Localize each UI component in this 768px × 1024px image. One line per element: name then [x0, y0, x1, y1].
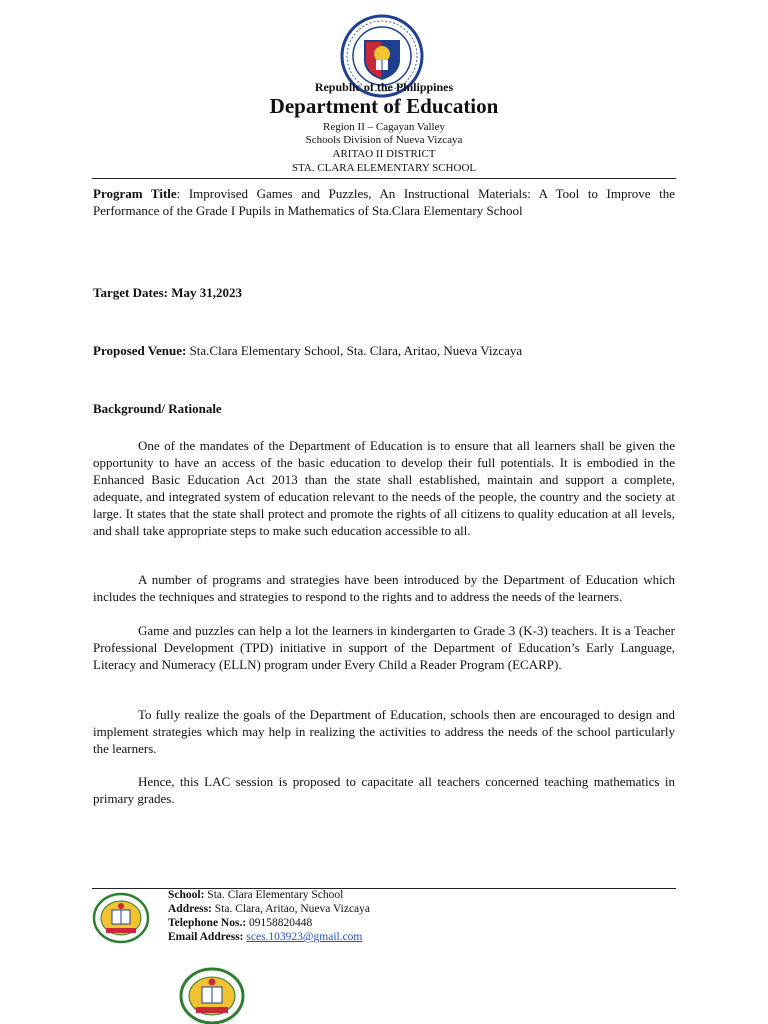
footer-email-link[interactable]: sces.103923@gmail.com	[246, 931, 363, 943]
footer-email	[168, 930, 370, 944]
footer-school	[168, 888, 370, 902]
division-line: Schools Division of Nueva Vizcaya	[305, 134, 463, 146]
header-divider	[92, 178, 676, 179]
district-line: ARITAO II DISTRICT	[332, 148, 436, 160]
rationale-paragraph-2: A number of programs and strategies have been introduced by the Department of Education which includes the techniques and strategies to respond to the rights and to address the needs of the learners.	[93, 572, 675, 604]
region-line: Region II – Cagayan Valley	[323, 121, 445, 133]
school-line: STA. CLARA ELEMENTARY SCHOOL	[291, 162, 477, 174]
rationale-paragraph-5: Hence, this LAC session is proposed to capacitate all teachers concerned teaching mathematics in primary grades.	[93, 774, 675, 806]
rationale-paragraph-4: To fully realize the goals of the Department of Education, schools then are encouraged to design and implement strategies which may help in realizing the activities to address the needs of the school particularly the learners.	[93, 707, 675, 756]
department-title: Department of Education	[269, 94, 499, 118]
school-seal-logo-bottom	[178, 966, 246, 1024]
program-title-value: : Improvised Games and Puzzles, An Instructional Materials: A Tool to Improve the Performance of the Grade I Pupils in Mathematics of Sta.Clara Elementary School	[93, 186, 675, 218]
venue-value: Sta.Clara Elementary School, Sta. Clara, Aritao, Nueva Vizcaya	[186, 343, 523, 358]
program-title-section	[93, 185, 675, 219]
venue-label: Proposed Venue:	[93, 343, 187, 358]
footer-email-label: Email Address:	[168, 931, 244, 943]
target-dates-section	[93, 284, 675, 301]
rationale-paragraph-1: One of the mandates of the Department of Education is to ensure that all learners shall be given the opportunity to have an access of the basic education to develop their full potentials. It is embodied in the Enhanced Basic Education Act 2013 than the state shall established, maintain and support a complete, adequate, and integrated system of education relevant to the needs of the people, the country and the society at large. It states that the state shall protect and promote the rights of all citizens to quality education at all levels, and shall take appropriate steps to make such education accessible to all.	[93, 438, 675, 538]
footer-telephone	[168, 916, 370, 930]
footer-address-value: Sta. Clara, Aritao, Nueva Vizcaya	[211, 903, 371, 915]
program-title-label: Program Title	[93, 186, 177, 201]
footer-school-value: Sta. Clara Elementary School	[204, 889, 344, 901]
school-seal-logo	[92, 892, 150, 944]
rationale-paragraph-3: Game and puzzles can help a lot the learners in kindergarten to Grade 3 (K-3) teachers. It is a Teacher Professional Development (TPD) initiative in support of the Department of Education’s Early Language, Literacy and Numeracy (ELLN) program under Every Child a Reader Program (ECARP).	[93, 623, 675, 672]
footer-telephone-value: 09158820448	[246, 917, 313, 929]
footer-contact-block	[168, 888, 370, 944]
republic-heading: Republic of the Philippines	[314, 80, 454, 94]
target-dates-label: Target Dates:	[93, 285, 168, 300]
background-heading: Background/ Rationale	[93, 401, 222, 416]
footer-school-label: School:	[168, 889, 205, 901]
footer-address-label: Address:	[168, 903, 212, 915]
footer-address	[168, 902, 370, 916]
venue-section	[93, 342, 675, 359]
footer-telephone-label: Telephone Nos.:	[168, 917, 247, 929]
target-dates-value: May 31,2023	[167, 285, 243, 300]
